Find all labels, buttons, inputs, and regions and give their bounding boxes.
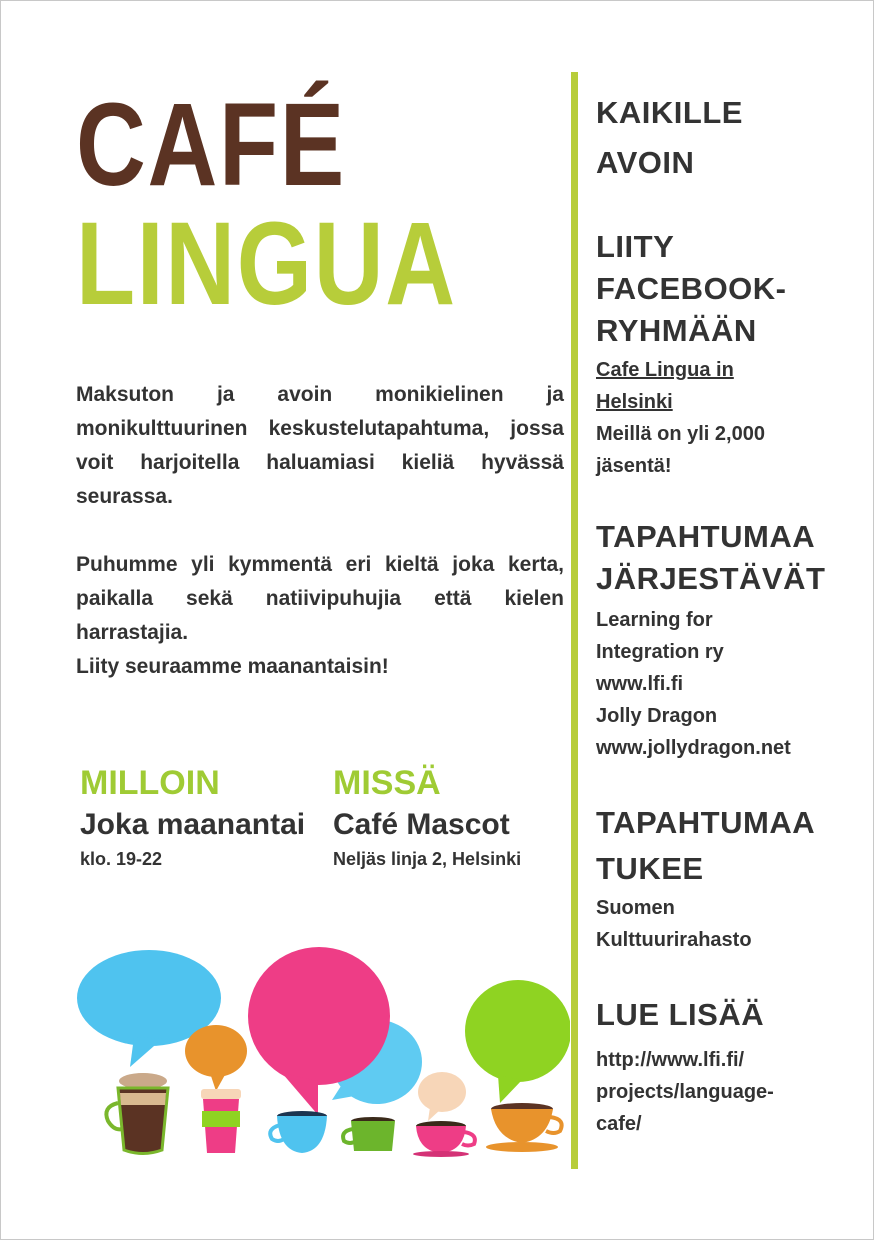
intro-paragraph-3: Liity seuraamme maanantaisin!	[76, 655, 389, 678]
sidebar	[596, 88, 866, 1140]
members-count-text: Meillä on yli 2,000 jäsentä!	[596, 423, 765, 477]
coffee-illustration	[70, 925, 570, 1165]
sidebar-spacer-4	[596, 956, 866, 994]
speech-bubble-green-icon	[465, 980, 570, 1103]
where-block	[333, 760, 521, 874]
pink-cup-icon	[413, 1121, 475, 1157]
when-heading: MILLOIN	[80, 764, 220, 802]
speech-bubble-orange-icon	[185, 1025, 247, 1091]
join-facebook-heading: LIITY FACEBOOK- RYHMÄÄN	[596, 229, 787, 348]
intro-paragraph-2: Puhumme yli kymmentä eri kieltä joka kerta, paikalla sekä natiivipuhujia että kielen harrastajia.	[76, 553, 564, 644]
green-cup-icon	[343, 1117, 395, 1151]
open-to-all-heading: KAIKILLE AVOIN	[596, 95, 743, 180]
read-more-heading: LUE LISÄÄ	[596, 997, 765, 1032]
column-divider	[571, 72, 578, 1169]
organizers-heading: TAPAHTUMAA JÄRJESTÄVÄT	[596, 519, 826, 596]
when-block	[80, 760, 305, 874]
blue-cup-icon	[270, 1111, 327, 1153]
speech-bubble-peach-icon	[418, 1072, 466, 1121]
orange-cup-icon	[486, 1103, 562, 1152]
takeaway-cup-icon	[201, 1089, 241, 1153]
latte-glass-icon	[106, 1073, 168, 1154]
organizers-text: Learning for Integration ry www.lfi.fi Jolly Dragon www.jollydragon.net	[596, 609, 791, 759]
supporter-heading: TAPAHTUMAA TUKEE	[596, 805, 816, 886]
intro-text	[76, 378, 564, 684]
when-main: Joka maanantai	[80, 808, 306, 841]
where-main: Café Mascot	[333, 808, 510, 841]
title-lingua: LINGUA	[76, 198, 457, 330]
read-more-url[interactable]: http://www.lfi.fi/ projects/language- cafe/	[596, 1049, 774, 1135]
title-cafe: CAFÉ	[76, 79, 346, 211]
sidebar-spacer-2	[596, 482, 866, 516]
when-time: klo. 19-22	[80, 849, 163, 869]
where-address: Neljäs linja 2, Helsinki	[333, 849, 522, 869]
facebook-group-link[interactable]: Cafe Lingua in Helsinki	[596, 359, 734, 413]
intro-paragraph-1: Maksuton ja avoin monikielinen ja monikulttuurinen keskustelutapahtuma, jossa voit harjoitella haluamiasi kieliä hyvässä seurassa.	[76, 383, 564, 508]
sidebar-spacer-1	[596, 188, 866, 226]
intro-spacer	[76, 514, 564, 548]
where-heading: MISSÄ	[333, 764, 441, 802]
sidebar-spacer-3	[596, 764, 866, 800]
supporter-text: Suomen Kulttuurirahasto	[596, 897, 752, 951]
